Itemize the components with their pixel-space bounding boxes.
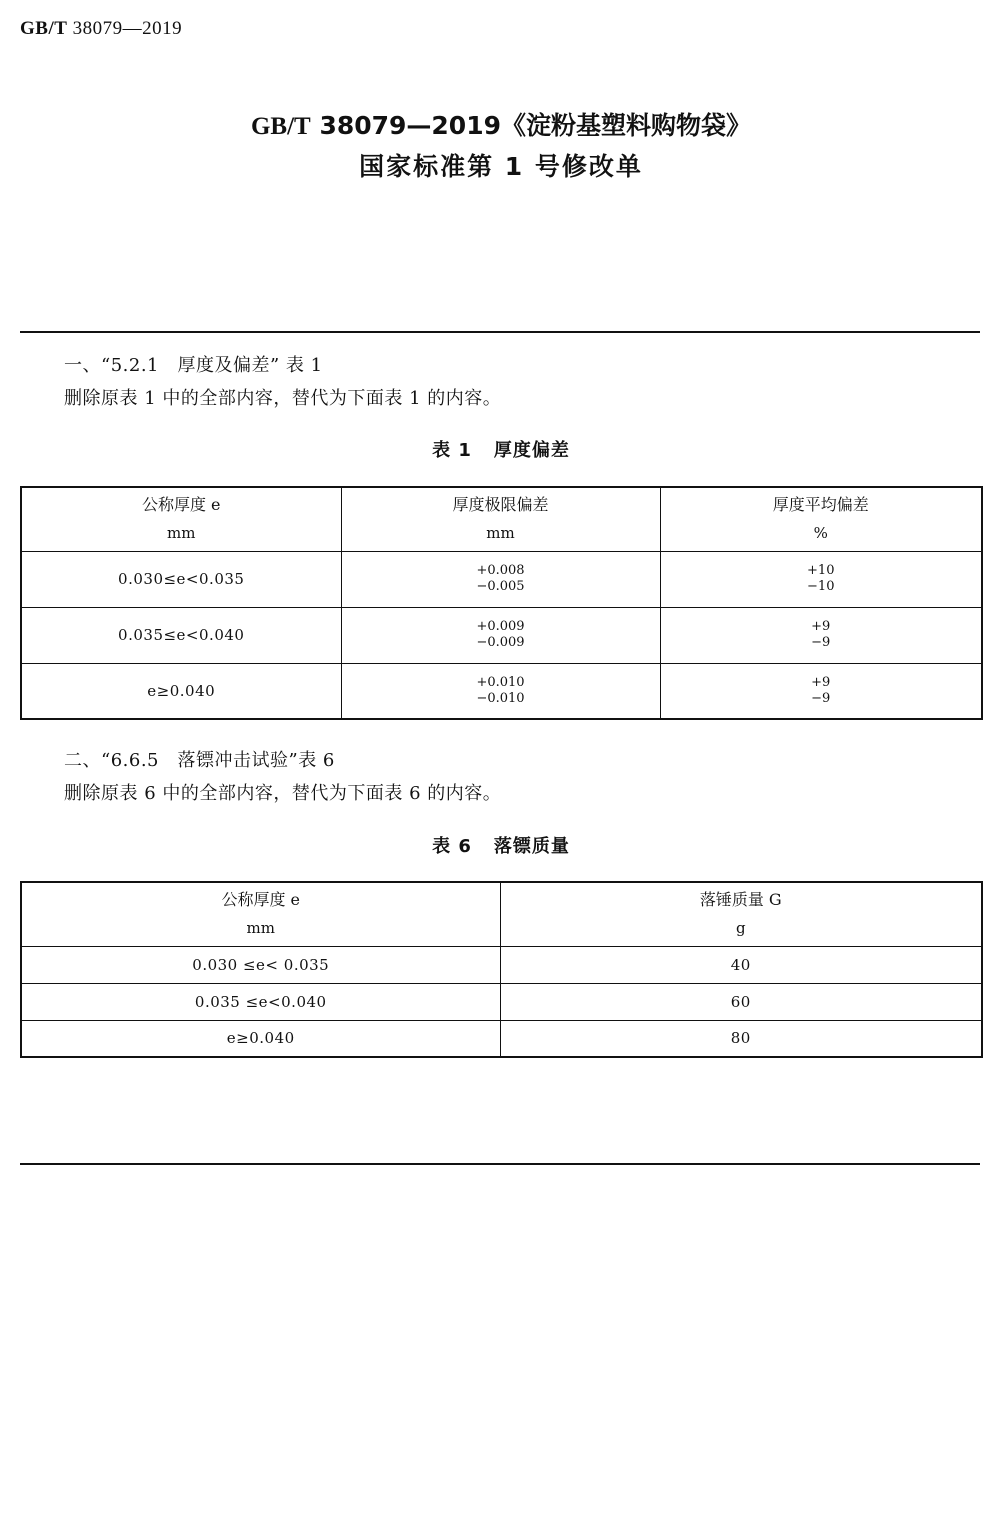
section-1-instruction: 删除原表 1 中的全部内容，替代为下面表 1 的内容。 (64, 388, 502, 409)
table-6-caption-title: 落镖质量 (493, 836, 570, 857)
header-code-number: 38079—2019 (67, 18, 183, 39)
limit-deviation-cell: +0.008 −0.005 (341, 551, 660, 607)
table-6-caption (0, 832, 1002, 858)
thickness-range-cell: 0.035 ≤e<0.040 (21, 983, 500, 1020)
table-1-caption (0, 436, 1002, 462)
section-2-heading: 二、“6.6.5 落镖冲击试验”表 6 (64, 750, 335, 771)
title-code: GB/T (250, 113, 311, 140)
limit-deviation-cell: +0.009 −0.009 (341, 607, 660, 663)
thickness-range-cell: 0.035≤e<0.040 (21, 607, 341, 663)
thickness-deviation-table (20, 486, 983, 720)
header-average-deviation: 厚度平均偏差 % (660, 487, 982, 551)
table-6-caption-number: 表 6 (432, 836, 472, 857)
standard-code-header (20, 18, 182, 40)
section-2-instruction: 删除原表 6 中的全部内容，替代为下面表 6 的内容。 (64, 783, 502, 804)
table-row (21, 551, 982, 607)
table-row (21, 607, 982, 663)
header-limit-deviation: 厚度极限偏差 mm (341, 487, 660, 551)
table-row (21, 663, 982, 719)
dart-mass-cell: 80 (500, 1020, 982, 1057)
top-divider (20, 331, 980, 333)
header-nominal-thickness: 公称厚度 e mm (21, 487, 341, 551)
table-row (21, 983, 982, 1020)
table-row (21, 1020, 982, 1057)
table-row (21, 946, 982, 983)
table-header-row (21, 882, 982, 946)
thickness-range-cell: 0.030 ≤e< 0.035 (21, 946, 500, 983)
title-name: 38079—2019《淀粉基塑料购物袋》 (310, 111, 751, 140)
bottom-divider (20, 1163, 980, 1165)
header-code-prefix: GB/T (20, 18, 68, 39)
dart-mass-cell: 60 (500, 983, 982, 1020)
title-line-1 (0, 108, 1002, 145)
table-1-caption-number: 表 1 (432, 440, 472, 461)
header-nominal-thickness: 公称厚度 e mm (21, 882, 500, 946)
limit-deviation-cell: +0.010 −0.010 (341, 663, 660, 719)
thickness-range-cell: e≥0.040 (21, 1020, 500, 1057)
average-deviation-cell: +9 −9 (660, 607, 982, 663)
section-1-heading: 一、“5.2.1 厚度及偏差” 表 1 (64, 355, 323, 376)
dart-mass-table (20, 881, 983, 1058)
table-1-caption-title: 厚度偏差 (493, 440, 570, 461)
thickness-range-cell: 0.030≤e<0.035 (21, 551, 341, 607)
table-header-row (21, 487, 982, 551)
average-deviation-cell: +10 −10 (660, 551, 982, 607)
average-deviation-cell: +9 −9 (660, 663, 982, 719)
thickness-range-cell: e≥0.040 (21, 663, 341, 719)
title-line-2: 国家标准第 1 号修改单 (359, 152, 643, 181)
dart-mass-cell: 40 (500, 946, 982, 983)
header-dart-mass: 落锤质量 G g (500, 882, 982, 946)
document-title (0, 108, 1002, 185)
